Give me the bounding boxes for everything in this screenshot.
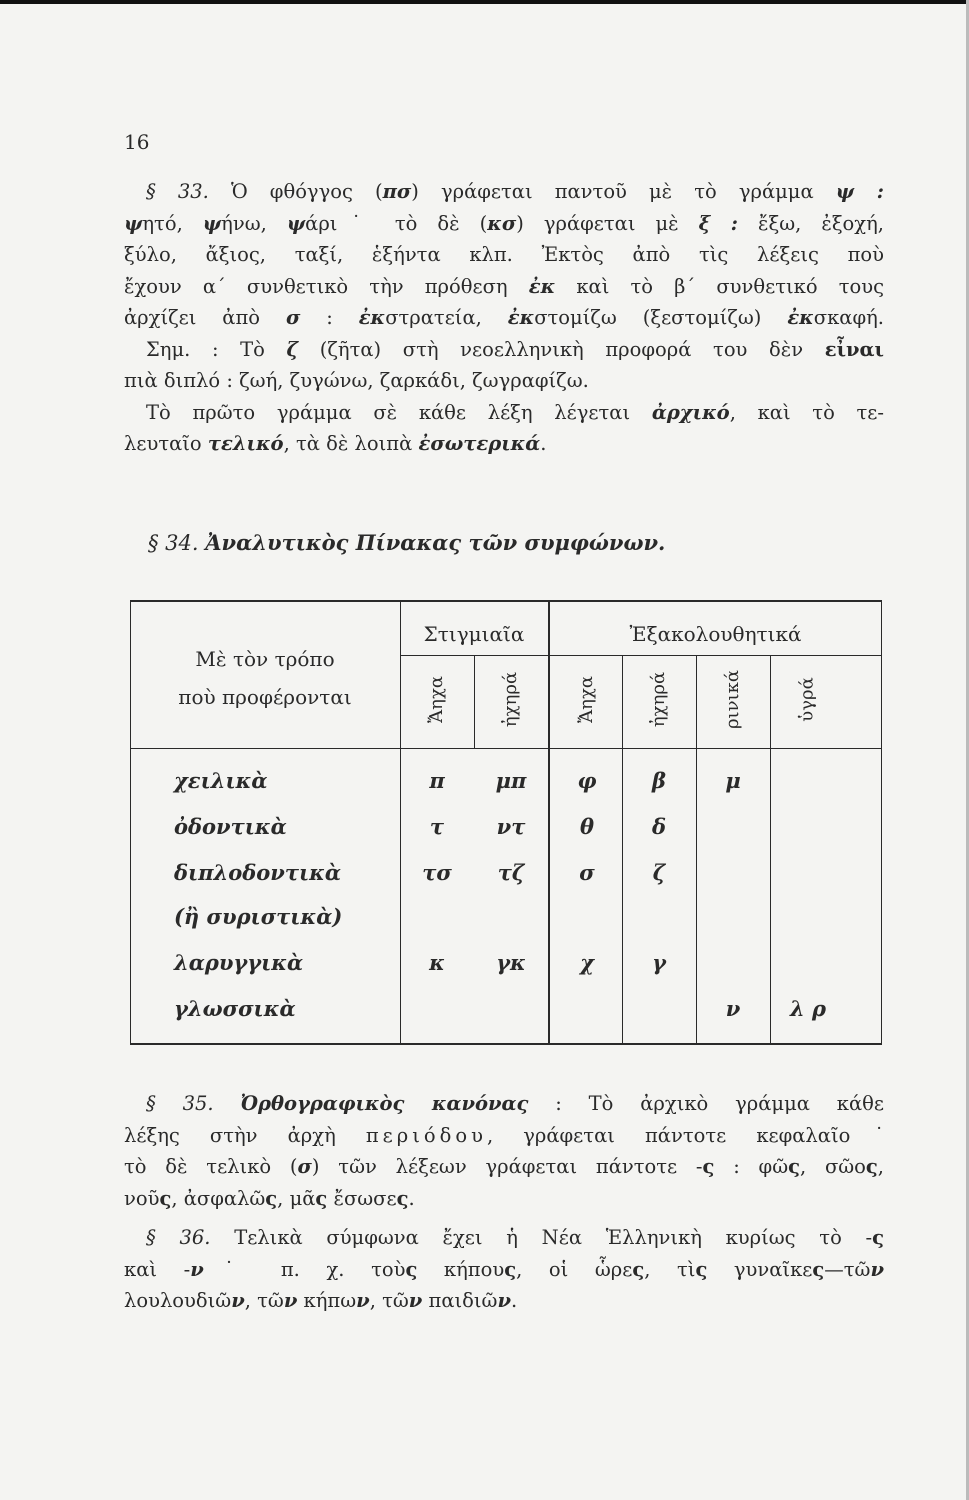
column-header: ἠχηρά — [648, 671, 670, 727]
table-cell: θ — [579, 814, 594, 839]
page-top-edge — [0, 0, 969, 4]
table-cell: σ — [579, 860, 595, 885]
table-cell: π — [429, 768, 445, 793]
table-cell: δ — [651, 814, 666, 839]
sec35-line-2: λέξης στὴν ἀρχὴ περιόδου, γράφεται πάντοτε κεφαλαῖο˙ — [124, 1123, 884, 1147]
sec33-line-9: λευταῖο τελικό, τὰ δὲ λοιπὰ ἐσωτερικά. — [124, 432, 547, 455]
section-35 — [124, 1088, 884, 1214]
header-continuants: Ἐξακολουθητικά — [629, 622, 802, 646]
sec33-note-line-2: πιὰ διπλό : ζωή, ζυγώνω, ζαρκάδι, ζωγραφίζω. — [124, 369, 589, 392]
sec36-line-1: § 36. Τελικὰ σύμφωνα ἔχει ἡ Νέα Ἑλληνικὴ κυρίως τὸ -ς — [146, 1226, 884, 1249]
sec36-line-3: λουλουδιῶν, τῶν κήπων, τῶν παιδιῶν. — [124, 1289, 518, 1312]
table-cell: γκ — [496, 950, 526, 975]
sec35-line-3: τὸ δὲ τελικὸ (σ) τῶν λέξεων γράφεται πάντοτε -ς : φῶς, σῶος, — [124, 1155, 884, 1178]
table-cell: γ — [652, 950, 666, 975]
table-right-rule — [881, 600, 882, 1045]
sec33-line-4: ἔχουν α΄ συνθετικὸ τὴν πρόθεση ἐκ καὶ τὸ β΄ συνθετικό τους — [124, 274, 885, 298]
row-label: ὀδοντικὰ — [174, 814, 287, 839]
table-cell: μ — [725, 768, 741, 793]
table-top-rule — [130, 600, 882, 602]
table-cell: κ — [429, 950, 445, 975]
table-cell: ζ — [652, 860, 666, 885]
column-header: Ἄηχα — [576, 675, 598, 723]
table-cell: φ — [577, 768, 597, 793]
sec33-line-1: § 33. Ὁ φθόγγος (πσ) γράφεται παντοῦ μὲ τὸ γράμμα ψ : — [146, 180, 884, 203]
table-cell: χ — [580, 950, 594, 975]
page-number: 16 — [124, 130, 150, 154]
column-header: ἠχηρά — [500, 671, 522, 727]
row-label: διπλοδοντικὰ — [174, 860, 342, 885]
consonant-table — [130, 600, 882, 1045]
section-34-heading — [148, 530, 665, 555]
table-subheader-rule — [400, 655, 882, 656]
table-cell: ν — [725, 996, 741, 1021]
header-stops: Στιγμιαῖα — [423, 622, 525, 646]
row-label: (ἢ συριστικὰ) — [174, 904, 343, 929]
section-33 — [124, 176, 884, 460]
table-cell: ντ — [496, 814, 526, 839]
column-header: ρινικά — [722, 669, 744, 729]
section-34-number: § 34. — [148, 531, 199, 555]
sec35-line-4: νοῦς, ἀσφαλῶς, μᾶς ἔσωσες. — [124, 1186, 415, 1210]
table-cell: λ ρ — [790, 996, 827, 1021]
sec36-line-2: καὶ -ν˙ π. χ. τοὺς κήπους, οἱ ὧρες, τὶς γυναῖκες—τῶν — [124, 1257, 884, 1281]
sec33-line-5: ἀρχίζει ἀπὸ σ : ἐκστρατεία, ἐκστομίζω (ξεστομίζω) ἐκσκαφή. — [124, 306, 884, 329]
row-label: λαρυγγικὰ — [174, 950, 304, 975]
column-header: ὑγρά — [796, 676, 818, 722]
sec33-line-2: ψητό, ψήνω, ψάρι˙ τὸ δὲ (κσ) γράφεται μὲ ξ : ἔξω, ἐξοχή, — [124, 211, 884, 235]
sec33-line-8: Τὸ πρῶτο γράμμα σὲ κάθε λέξη λέγεται ἀρχικό, καὶ τὸ τε- — [146, 400, 884, 424]
sec33-note-line-1: Σημ. : Τὸ ζ (ζῆτα) στὴ νεοελληνικὴ προφορά του δὲν εἶναι — [146, 337, 884, 361]
section-36 — [124, 1222, 884, 1317]
sec35-line-1: § 35. Ὀρθογραφικὸς κανόνας : Τὸ ἀρχικὸ γράμμα κάθε — [146, 1092, 884, 1115]
header-manner: Μὲ τὸν τρόπο ποὺ προφέρονται — [178, 647, 352, 709]
table-cell: τ — [429, 814, 445, 839]
row-label: γλωσσικὰ — [174, 996, 296, 1021]
sec33-line-3: ξύλο, ἄξιος, ταξί, ἑξήντα κλπ. Ἐκτὸς ἀπὸ τὶς λέξεις ποὺ — [124, 243, 884, 266]
column-header: Ἄηχα — [426, 675, 448, 723]
table-cell: β — [652, 768, 666, 793]
row-label: χειλικὰ — [174, 768, 268, 793]
table-cell: μπ — [495, 768, 527, 793]
table-cell: τζ — [497, 860, 525, 885]
table-cell: τσ — [422, 860, 452, 885]
section-34-title: Ἀναλυτικὸς Πίνακας τῶν συμφώνων. — [205, 530, 666, 555]
